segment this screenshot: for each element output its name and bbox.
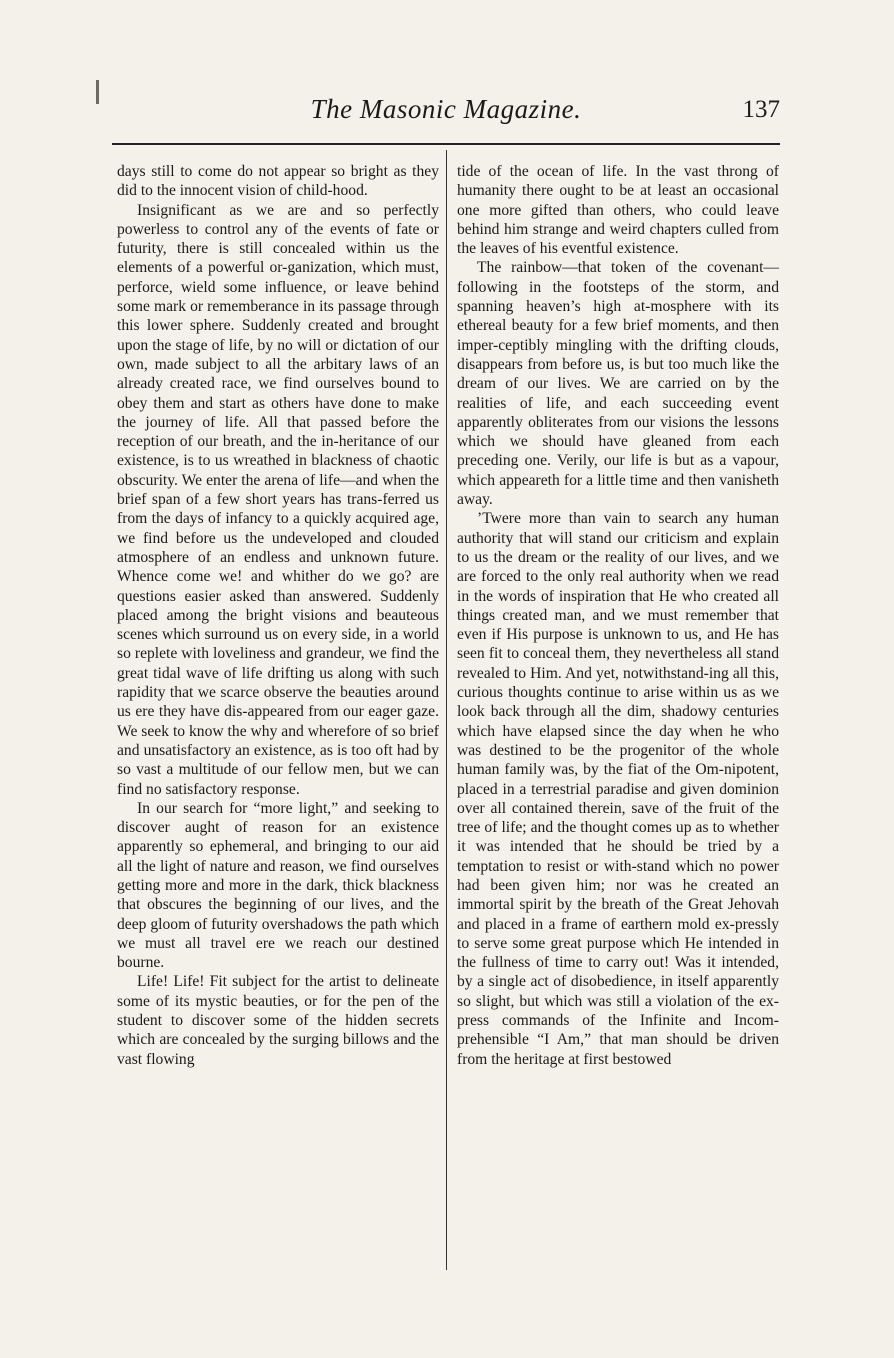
paragraph: tide of the ocean of life. In the vast throng of humanity there ought to be at least an occasional one more gifted than others, who could leave behind him strange and weird chapters culled from the leaves of his eventful existence.: [457, 163, 779, 258]
page-number: 137: [742, 96, 780, 123]
paragraph: Insignificant as we are and so perfectly powerless to control any of the events of fate or futurity, there is still concealed within us the elements of a powerful or-ganization, which must, perforce, wield some influence, or leave behind some mark or rememberance in its passage through this lower sphere. Suddenly created and brought upon the stage of life, by no will or dictation of our own, made subject to all the arbitary laws of an already created race, we find ourselves bound to obey them and start as others have done to make the journey of life. All that passed before the reception of our breath, and the in-heritance of our existence, is to us wreathed in blackness of chaotic obscurity. We enter the arena of life—and when the brief span of a few short years has trans-ferred us from the days of infancy to a quickly acquired age, we find before us the undeveloped and clouded atmosphere of an endless and unknown future. Whence come we! and whither do we go? are questions easier asked than answered. Suddenly placed among the bright visions and beauteous scenes which surround us on every side, in a world so replete with loveliness and grandeur, we find the great tidal wave of life drifting us along with such rapidity that we scarce observe the beauties around us ere they have dis-appeared from our eager gaze. We seek to know the why and wherefore of so brief and unsatisfactory an existence, as is too oft had by so vast a multitude of our fellow men, but we can find no satisfactory response.: [117, 201, 439, 798]
column-divider: [446, 150, 447, 1270]
paragraph: ’Twere more than vain to search any human authority that will stand our criticism and explain to us the dream or the reality of our lives, and we are forced to the only real authority when we read in the words of inspiration that He who created all things created man, and we must remember that even if His purpose is unknown to us, and He has seen fit to conceal them, they nevertheless all stand revealed to Him. And yet, notwithstand-ing all this, curious thoughts continue to arise within us as we look back through all the dim, shadowy centuries which have elapsed since the day when he who was destined to be the progenitor of the whole human family was, by the fiat of the Om-nipotent, placed in a terrestrial paradise and given dominion over all contained therein, save of the fruit of the tree of life; and the thought comes up as to whether it was intended that he should be tried by a temptation to resist or with-stand which no power had been given him; nor was he created an immortal spirit by the breath of the Great Jehovah and placed in a frame of earthern mold ex-pressly to serve some great purpose which He intended in the fullness of time to carry out! Was it intended, by a single act of disobedience, in itself apparently so slight, but which was still a violation of the ex-press commands of the Infinite and Incom-prehensible “I Am,” that man should be driven from the heritage at first bestowed: [457, 510, 779, 1068]
paragraph: In our search for “more light,” and seeking to discover aught of reason for an existence apparently so ephemeral, and bringing to our aid all the light of nature and reason, we find ourselves getting more and more in the dark, thick blackness that obscures the beginning of our lives, and the deep gloom of futurity overshadows the path which we must all travel ere we reach our destined bourne.: [117, 799, 439, 972]
paragraph: days still to come do not appear so bright as they did to the innocent vision of child-hood.: [117, 163, 439, 200]
paragraph: The rainbow—that token of the covenant—following in the footsteps of the storm, and spanning heaven’s high at-mosphere with its ethereal beauty for a few brief moments, and then imper-ceptibly mingling with the drifting clouds, disappears from before us, is but too much like the dream of our lives. We are carried on by the realities of life, and each succeeding event apparently obliterates from our visions the lessons which we should have gleaned from each preceding one. Verily, our life is but as a vapour, which appeareth for a little time and then vanisheth away.: [457, 259, 779, 509]
binding-mark: [96, 80, 99, 104]
header-rule: [112, 143, 780, 145]
running-title: The Masonic Magazine.: [310, 94, 582, 124]
left-column: [117, 162, 439, 1272]
page-header: [112, 88, 780, 128]
paragraph: Life! Life! Fit subject for the artist to delineate some of its mystic beauties, or for the pen of the student to discover some of the hidden secrets which are concealed by the surging billows and the vast flowing: [117, 973, 439, 1068]
right-column: [457, 162, 779, 1272]
